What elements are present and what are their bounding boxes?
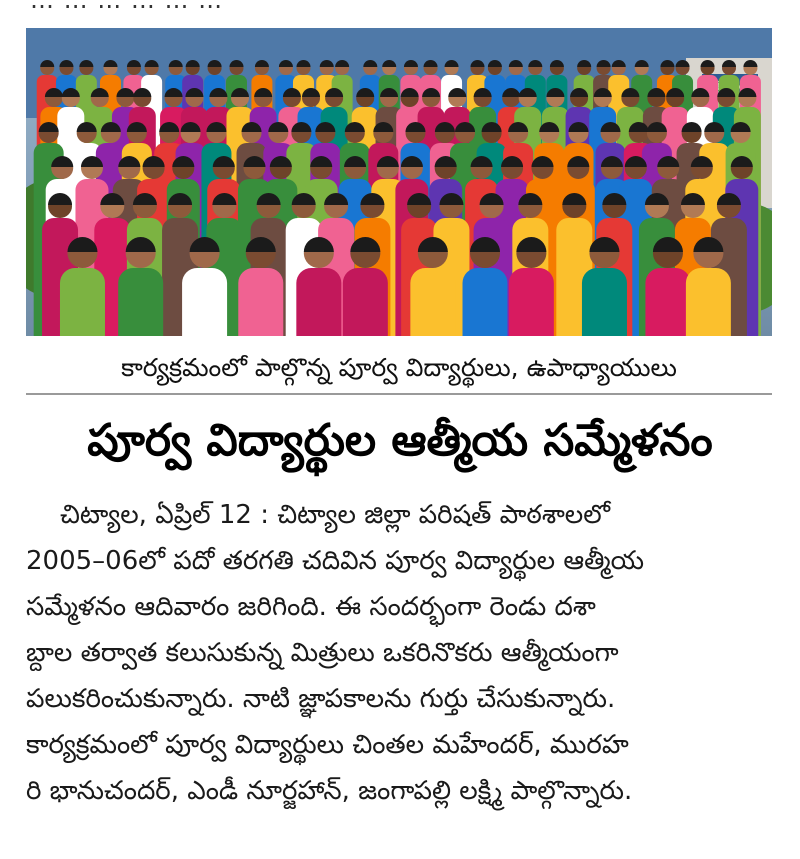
photo-caption: కార్యక్రమంలో పాల్గొన్న పూర్వ విద్యార్థులు, ఉపాధ్యాయులు — [121, 353, 677, 382]
caption-divider — [26, 393, 772, 395]
person-body — [118, 268, 163, 336]
article-body — [26, 492, 778, 814]
article-line: కార్యక్రమంలో పూర్వ విద్యార్థులు చింతల మహేందర్, మురహ — [26, 730, 629, 760]
person-body — [238, 268, 283, 336]
person-body — [182, 268, 227, 336]
article-line: చిట్యాల, ఏప్రిల్ 12 : చిట్యాల జిల్లా పరిషత్ పాఠశాలలో — [60, 500, 610, 530]
crowd-figures — [34, 60, 761, 336]
article-line: పలుకరించుకున్నారు. నాటి జ్ఞాపకాలను గుర్తు చేసుకున్నారు. — [26, 684, 616, 714]
group-photo — [26, 28, 772, 336]
article-line: రి భానుచందర్, ఎండీ నూర్జహాన్, జంగాపల్లి లక్ష్మి పాల్గొన్నారు. — [26, 776, 633, 806]
person-body — [509, 268, 554, 336]
article-line: 2005–06లో పదో తరగతి చదివిన పూర్వ విద్యార్థుల ఆత్మీయ — [26, 546, 645, 576]
person-body — [686, 268, 731, 336]
person-body — [343, 268, 388, 336]
person-body — [463, 268, 508, 336]
person-body — [410, 268, 455, 336]
person-body — [645, 268, 690, 336]
article-line: సమ్మేళనం ఆదివారం జరిగింది. ఈ సందర్భంగా రెండు దశా — [26, 592, 596, 622]
previous-article-text: … … … … … … — [30, 0, 224, 14]
person-body — [582, 268, 627, 336]
person-body — [296, 268, 341, 336]
previous-article-cutoff — [0, 0, 800, 22]
person-body — [60, 268, 105, 336]
article-line: బ్దాల తర్వాత కలుసుకున్న మిత్రులు ఒకరినొకరు ఆత్మీయంగా — [26, 638, 619, 668]
article-headline: పూర్వ విద్యార్థుల ఆత్మీయ సమ్మేళనం — [87, 415, 713, 466]
